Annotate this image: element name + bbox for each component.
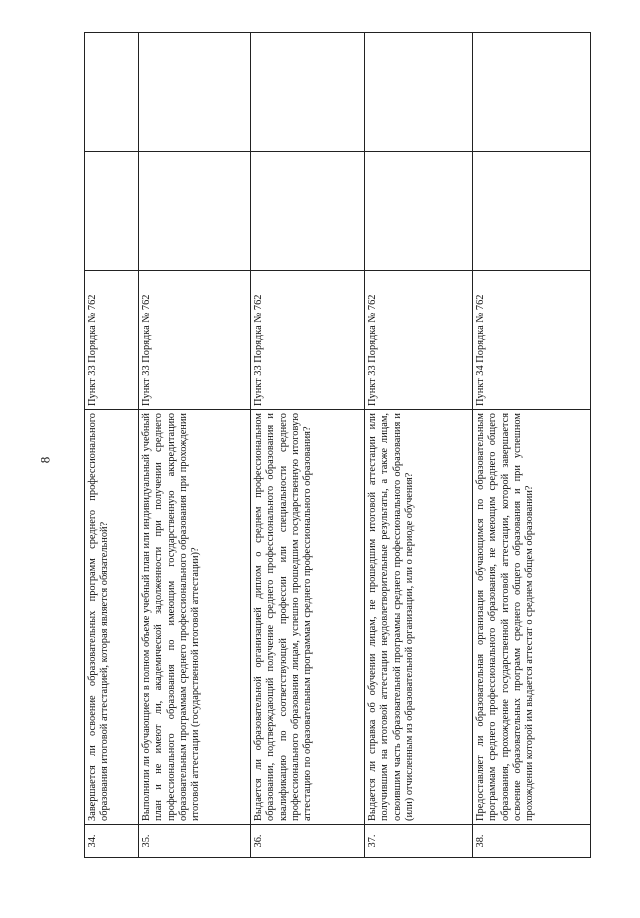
row-number: 34. [85, 825, 139, 858]
reference-text: Пункт 34 Порядка № 762 [473, 271, 591, 410]
checklist-table [84, 32, 591, 858]
table-row [365, 33, 473, 858]
empty-cell [473, 152, 591, 271]
table-row [473, 33, 591, 858]
question-text: Выдается ли образовательной организацией диплом о среднем профессиональном образовании, подтверждающий получение среднего профессионального образования и квалификацию по соответствующей профессии или специальности среднего профессионального образования лицам, успешно прошедшим государственную итоговую аттестацию по образовательным программам среднего профессионального образования? [251, 410, 365, 825]
empty-cell [139, 152, 251, 271]
empty-cell [139, 33, 251, 152]
question-text: Выполнили ли обучающиеся в полном объеме учебный план или индивидуальный учебный план и не имеют ли, академической задолженности при получении среднего профессионального образования по имеющим государственную аккредитацию образовательным программам среднего профессионального образования при прохождении итоговой аттестации (государственной итоговой аттестации)? [139, 410, 251, 825]
empty-cell [365, 152, 473, 271]
table-row [85, 33, 139, 858]
reference-text: Пункт 33 Порядка № 762 [85, 271, 139, 410]
question-text: Выдается ли справка об обучении лицам, не прошедшим итоговой аттестации или получившим на итоговой аттестации неудовлетворительные результаты, а также лицам, освоившим часть образовательной программы среднего профессионального образования и (или) отчисленным из образовательной организации, или о периоде обучения? [365, 410, 473, 825]
empty-cell [473, 33, 591, 152]
reference-text: Пункт 33 Порядка № 762 [365, 271, 473, 410]
empty-cell [365, 33, 473, 152]
question-text: Завершается ли освоение образовательных программ среднего профессионального образования итоговой аттестацией, которая является обязательной? [85, 410, 139, 825]
empty-cell [85, 33, 139, 152]
row-number: 36. [251, 825, 365, 858]
empty-cell [251, 152, 365, 271]
empty-cell [251, 33, 365, 152]
reference-text: Пункт 33 Порядка № 762 [139, 271, 251, 410]
table-row [251, 33, 365, 858]
table-row [139, 33, 251, 858]
checklist-table-rotated [84, 68, 590, 858]
empty-cell [85, 152, 139, 271]
row-number: 37. [365, 825, 473, 858]
question-text: Предоставляет ли образовательная организация обучающимся по образовательным программам среднего профессионального образования, не имеющим среднего общего образования, прохождение государственной итоговой аттестации, которой завершается освоение образовательных программ среднего общего образования и при успешном прохождении которой им выдается аттестат о среднем общем образовании? [473, 410, 591, 825]
row-number: 35. [139, 825, 251, 858]
reference-text: Пункт 33 Порядка № 762 [251, 271, 365, 410]
page-number: 8 [37, 456, 53, 464]
row-number: 38. [473, 825, 591, 858]
